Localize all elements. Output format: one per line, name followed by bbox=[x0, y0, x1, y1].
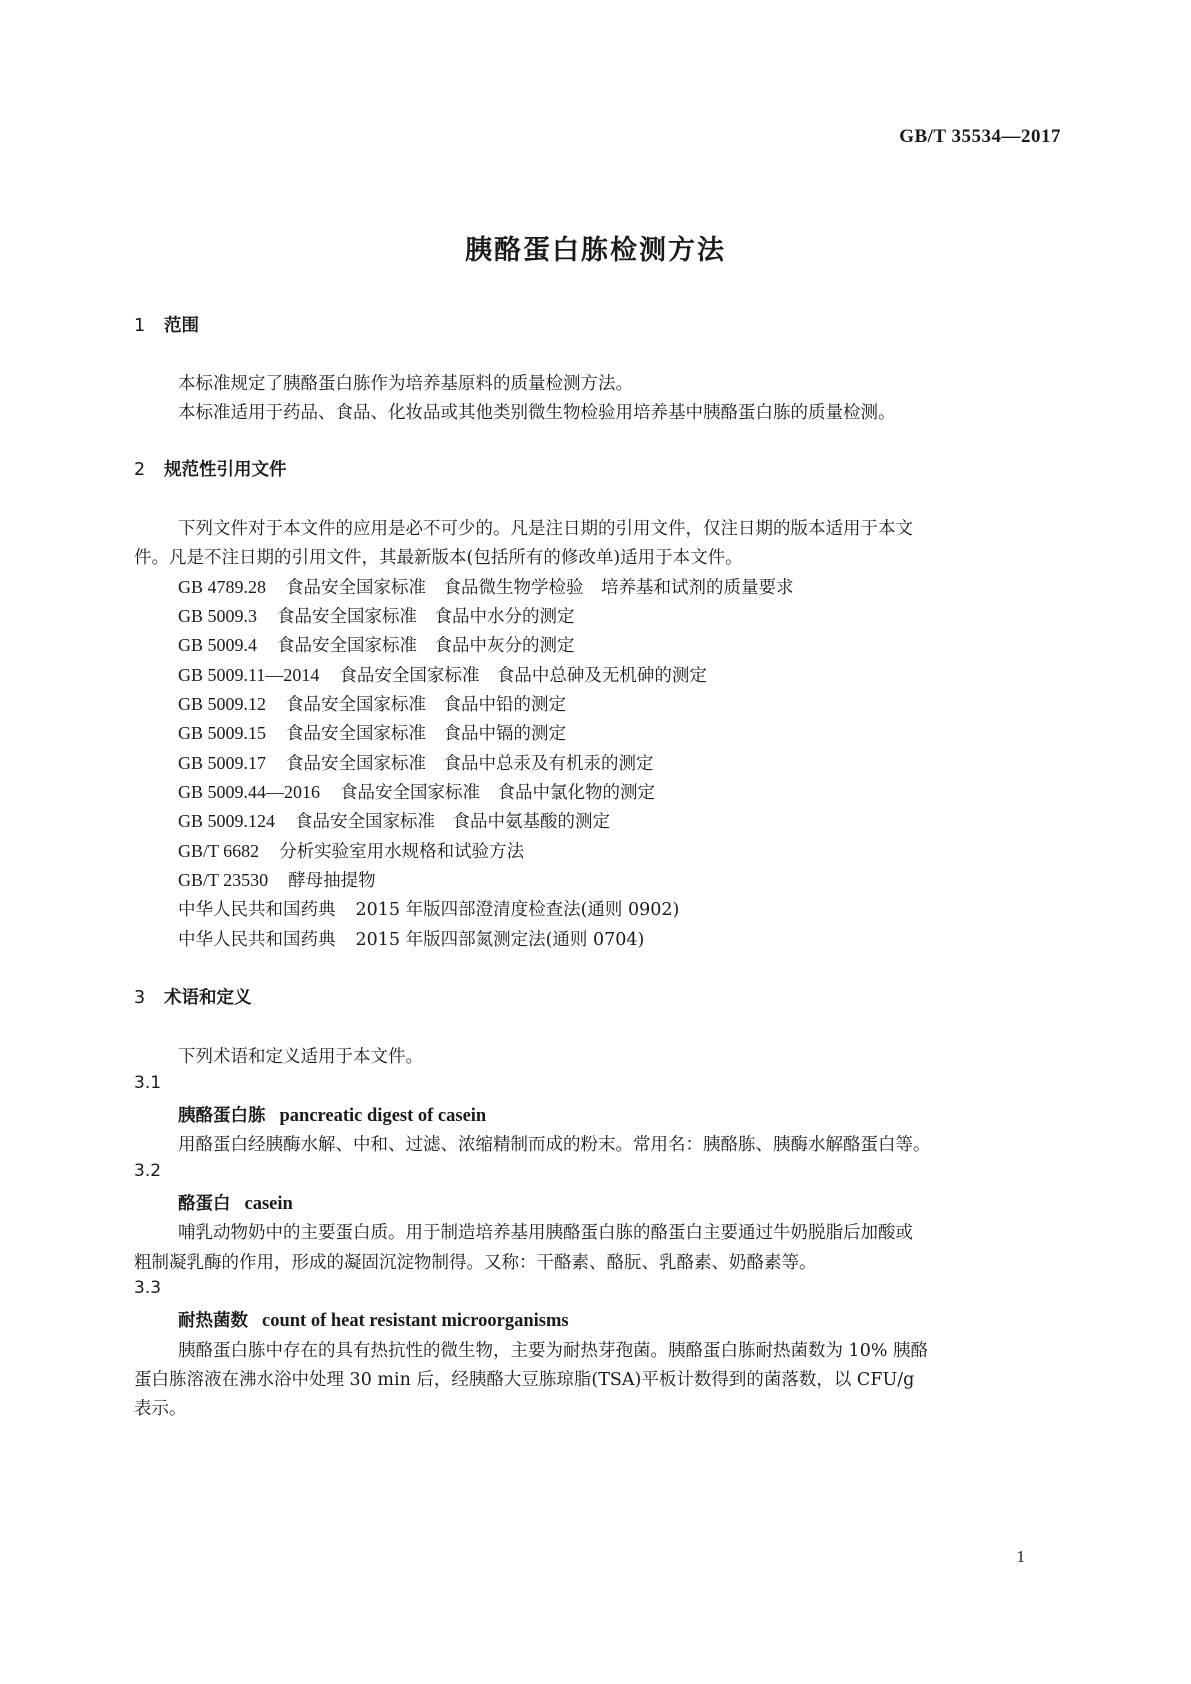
reference-code: GB 5009.12 bbox=[178, 694, 267, 714]
reference-code: GB/T 6682 bbox=[178, 841, 260, 861]
term-number: 3.1 bbox=[134, 1073, 162, 1093]
reference-title: 食品安全国家标准 食品中总汞及有机汞的测定 bbox=[286, 754, 654, 774]
reference-item bbox=[178, 896, 679, 921]
reference-item bbox=[178, 603, 575, 628]
document-title: 胰酪蛋白胨检测方法 bbox=[465, 235, 726, 266]
reference-item bbox=[178, 662, 707, 687]
reference-item bbox=[178, 632, 575, 657]
term-definition-line: 用酪蛋白经胰酶水解、中和、过滤、浓缩精制而成的粉末。常用名：胰酪胨、胰酶水解酪蛋白等。 bbox=[178, 1135, 931, 1155]
reference-title: 酵母抽提物 bbox=[288, 871, 376, 891]
reference-item bbox=[178, 867, 376, 892]
term-definition-line: 粗制凝乳酶的作用，形成的凝固沉淀物制得。又称：干酪素、酪朊、乳酪素、奶酪素等。 bbox=[134, 1253, 817, 1273]
term-definition-line: 表示。 bbox=[134, 1399, 187, 1419]
term-heading bbox=[178, 1102, 486, 1127]
reference-code: GB 5009.44—2016 bbox=[178, 782, 321, 802]
reference-code: GB 4789.28 bbox=[178, 577, 267, 597]
term-name-en: pancreatic digest of casein bbox=[279, 1106, 487, 1126]
term-definition-line: 蛋白胨溶液在沸水浴中处理 30 min 后，经胰酪大豆胨琼脂(TSA)平板计数得到的菌落数，以 CFU/g bbox=[134, 1370, 915, 1390]
section-3-heading bbox=[134, 984, 252, 1009]
reference-code: GB 5009.4 bbox=[178, 635, 258, 655]
reference-title: 食品安全国家标准 食品微生物学检验 培养基和试剂的质量要求 bbox=[286, 578, 794, 598]
term-name-en: casein bbox=[244, 1194, 293, 1214]
reference-code: GB 5009.124 bbox=[178, 811, 276, 831]
section-title: 范围 bbox=[164, 316, 199, 336]
reference-title: 食品安全国家标准 食品中铅的测定 bbox=[286, 695, 567, 715]
term-definition-line: 胰酪蛋白胨中存在的具有热抗性的微生物，主要为耐热芽孢菌。胰酪蛋白胨耐热菌数为 10% 胰酪 bbox=[178, 1341, 929, 1361]
term-name-en: count of heat resistant microorganisms bbox=[262, 1311, 569, 1331]
reference-code: GB/T 23530 bbox=[178, 870, 269, 890]
term-heading bbox=[178, 1307, 569, 1332]
scope-paragraph-2: 本标准适用于药品、食品、化妆品或其他类别微生物检验用培养基中胰酪蛋白胨的质量检测。 bbox=[178, 403, 896, 423]
reference-code: 中华人民共和国药典 bbox=[178, 930, 336, 950]
reference-title: 食品安全国家标准 食品中氨基酸的测定 bbox=[295, 812, 611, 832]
reference-item bbox=[178, 574, 794, 599]
reference-title: 食品安全国家标准 食品中氯化物的测定 bbox=[340, 783, 656, 803]
reference-item bbox=[178, 691, 566, 716]
term-name-cn: 胰酪蛋白胨 bbox=[178, 1106, 266, 1126]
section-1-heading bbox=[134, 312, 199, 337]
reference-item bbox=[178, 808, 610, 833]
section-2-heading bbox=[134, 456, 287, 481]
reference-title: 食品安全国家标准 食品中总砷及无机砷的测定 bbox=[339, 666, 707, 686]
term-number: 3.3 bbox=[134, 1278, 162, 1298]
reference-item bbox=[178, 720, 566, 745]
section-title: 术语和定义 bbox=[164, 988, 252, 1008]
reference-code: GB 5009.17 bbox=[178, 753, 267, 773]
reference-code: 中华人民共和国药典 bbox=[178, 900, 336, 920]
references-intro-line-1: 下列文件对于本文件的应用是必不可少的。凡是注日期的引用文件，仅注日期的版本适用于本文 bbox=[178, 519, 913, 539]
term-name-cn: 耐热菌数 bbox=[178, 1311, 248, 1331]
reference-title: 2015 年版四部氮测定法(通则 0704) bbox=[355, 930, 645, 950]
reference-code: GB 5009.3 bbox=[178, 606, 258, 626]
scope-paragraph-1: 本标准规定了胰酪蛋白胨作为培养基原料的质量检测方法。 bbox=[178, 374, 633, 394]
term-name-cn: 酪蛋白 bbox=[178, 1194, 231, 1214]
term-definition-line: 哺乳动物奶中的主要蛋白质。用于制造培养基用胰酪蛋白胨的酪蛋白主要通过牛奶脱脂后加酸或 bbox=[178, 1223, 913, 1243]
reference-item bbox=[178, 926, 644, 951]
reference-item bbox=[178, 838, 524, 863]
section-number: 3 bbox=[134, 988, 146, 1008]
terms-intro: 下列术语和定义适用于本文件。 bbox=[178, 1047, 423, 1067]
reference-title: 分析实验室用水规格和试验方法 bbox=[279, 842, 525, 862]
reference-code: GB 5009.15 bbox=[178, 723, 267, 743]
page-number: 1 bbox=[1016, 1547, 1025, 1566]
reference-title: 食品安全国家标准 食品中镉的测定 bbox=[286, 724, 567, 744]
section-title: 规范性引用文件 bbox=[164, 460, 287, 480]
section-number: 1 bbox=[134, 316, 146, 336]
reference-title: 2015 年版四部澄清度检查法(通则 0902) bbox=[355, 900, 680, 920]
term-heading bbox=[178, 1190, 293, 1215]
reference-title: 食品安全国家标准 食品中水分的测定 bbox=[277, 607, 575, 627]
reference-item bbox=[178, 779, 655, 804]
reference-item bbox=[178, 750, 654, 775]
standard-code: GB/T 35534—2017 bbox=[899, 126, 1061, 147]
reference-code: GB 5009.11—2014 bbox=[178, 665, 320, 685]
reference-title: 食品安全国家标准 食品中灰分的测定 bbox=[277, 636, 575, 656]
references-intro-line-2: 件。凡是不注日期的引用文件，其最新版本(包括所有的修改单)适用于本文件。 bbox=[134, 548, 743, 568]
term-number: 3.2 bbox=[134, 1161, 162, 1181]
section-number: 2 bbox=[134, 460, 146, 480]
